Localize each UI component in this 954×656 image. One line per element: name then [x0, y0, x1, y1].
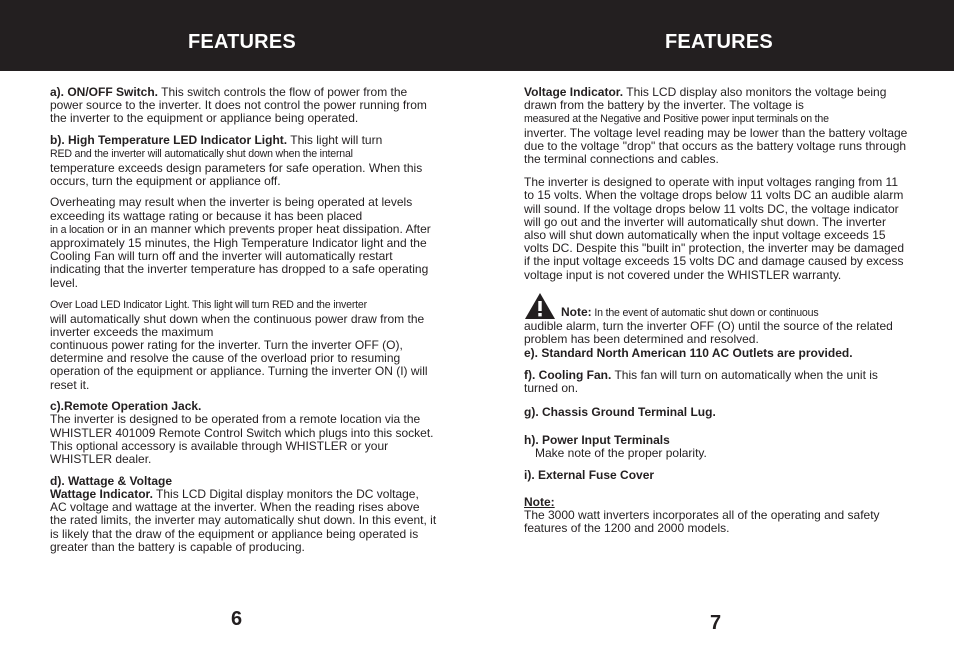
section-c	[50, 400, 438, 466]
section-b-text-1: This light will turn	[287, 133, 383, 148]
section-e	[524, 347, 910, 360]
section-g-heading: g). Chassis Ground Terminal Lug.	[524, 404, 716, 419]
section-h-text: Make note of the proper polarity.	[535, 445, 707, 460]
voltage-text-1: This LCD display also monitors the voltage being drawn from the battery by the inverter. The voltage is	[524, 85, 887, 113]
section-h-heading: h). Power Input Terminals	[524, 432, 670, 447]
section-f	[524, 369, 910, 395]
section-f-text: This fan will turn on automatically when the unit is turned on.	[524, 368, 878, 396]
section-h	[524, 434, 910, 460]
section-a	[50, 86, 438, 126]
wattage-indicator-heading: Wattage Indicator.	[50, 486, 153, 501]
voltage-text-2: measured at the Negative and Positive power input terminals on the	[524, 113, 829, 126]
section-i-heading: i). External Fuse Cover	[524, 467, 655, 482]
section-i	[524, 469, 910, 482]
warning-triangle-icon	[524, 292, 556, 320]
section-a-text: This switch controls the flow of power from the power source to the inverter. It does not control the power running from the inverter to the equipment or appliance being operated.	[50, 85, 427, 126]
overheating-text-3: or in an manner which prevents proper heat dissipation. After approximately 15 minutes, the High Temperature Indicator light and the Cooling Fan will turn off and the inverter will automatically restart indicating that the inverter temperature has dropped to a safe operating level.	[50, 221, 431, 290]
right-column	[524, 86, 910, 544]
voltage-text-3: inverter. The voltage level reading may be lower than the battery voltage due to the voltage "drop" that occurs as the battery voltage runs through the terminal connections and cables.	[524, 125, 908, 167]
section-f-heading: f). Cooling Fan.	[524, 368, 612, 383]
overheating-paragraph	[50, 196, 438, 289]
voltage-indicator-section	[524, 86, 910, 166]
voltage-indicator-heading: Voltage Indicator.	[524, 85, 624, 99]
warning-note-label: Note:	[561, 304, 592, 319]
section-c-text: The inverter is designed to be operated from a remote location via the WHISTLER 401009 Remote Control Switch which plugs into this socket. This optional accessory is available through WHISTLER or your WHISTLER dealer.	[50, 412, 434, 467]
section-b-text-3: temperature exceeds design parameters for safe operation. When this occurs, turn the equipment or appliance off.	[50, 160, 423, 188]
left-column	[50, 86, 438, 563]
section-g	[524, 406, 910, 419]
right-page-number: 7	[710, 612, 722, 634]
section-b-heading: b). High Temperature LED Indicator Light.	[50, 133, 288, 148]
section-d	[50, 475, 438, 554]
overheating-text-2: in a location	[50, 223, 104, 236]
right-page-title: FEATURES	[665, 31, 773, 53]
overload-text-1: Over Load LED Indicator Light. This light will turn RED and the inverter	[50, 299, 367, 312]
final-note-text: The 3000 watt inverters incorporates all of the operating and safety features of the 1200 and 2000 models.	[524, 508, 880, 536]
warning-note	[524, 292, 910, 347]
overload-text-3: continuous power rating for the inverter. Turn the inverter OFF (O), determine and resolve the cause of the overload prior to resuming operation of the equipment or appliance. Turning the inverter ON (I) will reset it.	[50, 337, 428, 392]
section-e-heading: e). Standard North American 110 AC Outlets are provided.	[524, 346, 853, 361]
overload-paragraph	[50, 298, 438, 391]
final-note-label: Note:	[524, 494, 555, 509]
section-b	[50, 134, 438, 188]
wattage-indicator-text: This LCD Digital display monitors the DC voltage, AC voltage and wattage at the inverter. When the reading rises above the rated limits, the inverter may automatically shut down. In this event, it is likely that the draw of the equipment or appliance being operated is greater than the battery is capable of producing.	[50, 486, 437, 554]
warning-note-text-2: audible alarm, turn the inverter OFF (O) until the source of the related problem has been determined and resolved.	[524, 319, 893, 347]
overheating-text-1: Overheating may result when the inverter is being operated at levels exceeding its wattage rating or because it has been placed	[50, 195, 413, 223]
header-bar	[0, 0, 954, 71]
final-note	[524, 496, 910, 536]
section-a-heading: a). ON/OFF Switch.	[50, 85, 159, 99]
warning-note-text-1: In the event of automatic shut down or continuous	[591, 306, 819, 319]
input-voltage-paragraph: The inverter is designed to operate with input voltages ranging from 11 to 15 volts. When the voltage drops below 11 volts DC an audible alarm will sound. If the voltage drops below 11 volts DC, the voltage indicator will go out and the inverter will automatically shut down. The inverter also will shut down automatically when the input voltage exceeds 15 volts DC. Despite this "built in" protection, the inverter may be damaged if the input voltage exceeds 15 volts DC and damage caused by excess voltage input is not covered under the WHISTLER warranty.	[524, 175, 905, 282]
section-c-heading: c).Remote Operation Jack.	[50, 399, 202, 414]
left-page-title: FEATURES	[188, 31, 296, 53]
section-d-heading: d). Wattage & Voltage	[50, 473, 173, 488]
left-page-number: 6	[231, 608, 243, 630]
section-b-text-2: RED and the inverter will automatically shut down when the internal	[50, 148, 353, 161]
overload-text-2: will automatically shut down when the continuous power draw from the inverter exceeds the maximum	[50, 311, 425, 339]
